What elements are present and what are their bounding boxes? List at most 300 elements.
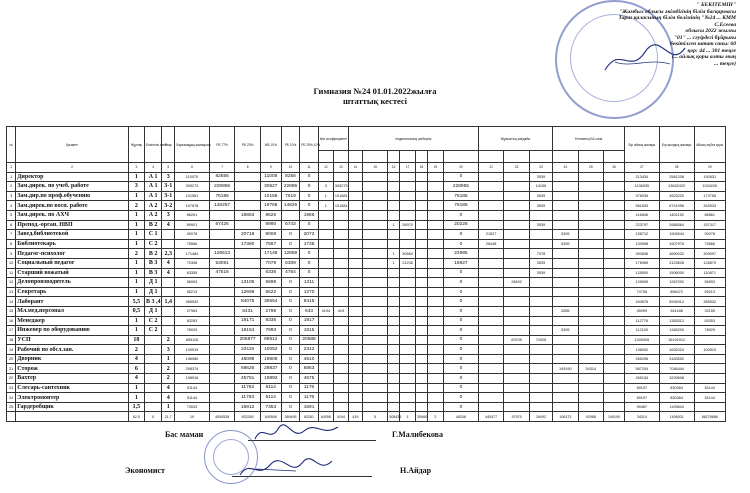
- table-cell: 0: [281, 230, 300, 240]
- table-cell: 1815: [300, 326, 319, 336]
- table-cell: 3: [128, 182, 144, 192]
- position-name: Директор: [16, 172, 128, 182]
- table-cell: [578, 326, 604, 336]
- table-cell: [348, 335, 362, 345]
- staff-schedule-table: [6, 126, 726, 422]
- table-cell: 2796: [260, 306, 281, 316]
- table-cell: 8626: [260, 210, 281, 220]
- col-header: Айлық еңбек қоры: [694, 127, 725, 163]
- table-cell: В 3: [144, 258, 161, 268]
- table-cell: [478, 249, 504, 259]
- position-name: Гардеробщик: [16, 402, 128, 412]
- table-cell: [416, 335, 428, 345]
- total-cell: 83261: [300, 412, 319, 422]
- table-cell: 89901: [175, 220, 210, 230]
- table-cell: 494576: [624, 297, 659, 307]
- table-cell: [318, 239, 333, 249]
- table-cell: А 1: [144, 182, 161, 192]
- col-number: 22: [504, 163, 530, 173]
- table-cell: 4: [162, 258, 175, 268]
- table-cell: 1: [128, 268, 144, 278]
- table-cell: [478, 191, 504, 201]
- table-cell: [388, 172, 400, 182]
- col-number: 20: [443, 163, 478, 173]
- table-cell: 73533: [175, 402, 210, 412]
- table-cell: 1136035: [624, 182, 659, 192]
- table-cell: [504, 287, 530, 297]
- table-cell: [427, 354, 443, 364]
- table-cell: [362, 383, 388, 393]
- position-name: Сторож: [16, 364, 128, 374]
- table-cell: [209, 374, 235, 384]
- table-cell: 365532: [175, 297, 210, 307]
- table-cell: В 3 ,4: [145, 298, 161, 305]
- table-cell: 51144: [175, 393, 210, 403]
- table-cell: 25: [7, 402, 16, 412]
- table-cell: [318, 258, 333, 268]
- table-cell: [235, 258, 261, 268]
- table-cell: [578, 182, 604, 192]
- table-row: [7, 230, 726, 240]
- table-cell: [604, 201, 625, 211]
- table-cell: [416, 374, 428, 384]
- table-row: [7, 268, 726, 278]
- table-cell: 0: [443, 316, 478, 326]
- table-cell: 20588: [300, 335, 319, 345]
- table-cell: 0: [443, 383, 478, 393]
- table-cell: 5698: [260, 278, 281, 288]
- table-cell: [416, 297, 428, 307]
- table-row: [7, 239, 726, 249]
- sub-header: [416, 151, 428, 163]
- position-name: Социальный педагог: [16, 258, 128, 268]
- table-cell: [362, 278, 388, 288]
- table-cell: 4: [162, 393, 175, 403]
- document-subtitle: штаттық кестесі: [342, 96, 407, 106]
- table-cell: 265296: [624, 354, 659, 364]
- table-cell: [604, 316, 625, 326]
- table-cell: 112776: [624, 316, 659, 326]
- table-cell: 2: [128, 345, 144, 355]
- table-cell: 390836: [624, 249, 659, 259]
- table-cell: [333, 239, 348, 249]
- table-cell: [348, 210, 362, 220]
- table-cell: 23: [7, 383, 16, 393]
- total-cell: 149190: [604, 412, 625, 422]
- table-cell: 0: [443, 364, 478, 374]
- table-cell: [578, 172, 604, 182]
- table-cell: 587204: [624, 364, 659, 374]
- total-cell: 19: [175, 412, 210, 422]
- table-cell: [604, 182, 625, 192]
- table-cell: [209, 326, 235, 336]
- table-cell: 1: [388, 220, 400, 230]
- table-cell: 3539: [529, 172, 552, 182]
- total-cell: 88276686: [694, 412, 725, 422]
- table-cell: 7079: [260, 258, 281, 268]
- total-cell: 5: [362, 412, 388, 422]
- table-cell: [209, 239, 235, 249]
- position-name: Рабочий по обсл.зан.: [16, 345, 128, 355]
- col-number: 12: [318, 163, 333, 173]
- table-cell: [478, 258, 504, 268]
- table-cell: [529, 239, 552, 249]
- col-number: 6: [175, 163, 210, 173]
- table-cell: 0: [281, 393, 300, 403]
- total-cell: 62,5: [128, 412, 144, 422]
- table-cell: 205877: [235, 335, 261, 345]
- table-row: [7, 393, 726, 403]
- table-cell: 0: [281, 326, 300, 336]
- table-cell: [427, 402, 443, 412]
- table-cell: [348, 345, 362, 355]
- table-cell: [604, 210, 625, 220]
- table-cell: [388, 316, 400, 326]
- table-cell: [209, 230, 235, 240]
- table-cell: 1: [128, 258, 144, 268]
- table-cell: Д 1: [144, 287, 161, 297]
- table-cell: 309097: [694, 249, 725, 259]
- table-cell: [578, 297, 604, 307]
- table-cell: 0: [443, 172, 478, 182]
- table-cell: 6743: [281, 220, 300, 230]
- table-cell: 4754: [281, 268, 300, 278]
- col-header: Біліктілік сана: [144, 127, 161, 163]
- table-cell: [478, 383, 504, 393]
- table-cell: 3-1: [162, 182, 175, 192]
- table-cell: 1034226: [694, 182, 725, 192]
- table-cell: [578, 249, 604, 259]
- table-cell: [478, 287, 504, 297]
- table-cell: [209, 210, 235, 220]
- table-cell: А 1: [144, 172, 161, 182]
- table-cell: [478, 364, 504, 374]
- table-row: [7, 345, 726, 355]
- table-cell: [529, 345, 552, 355]
- table-cell: 1: [318, 191, 333, 201]
- table-cell: [399, 182, 415, 192]
- table-cell: [388, 239, 400, 249]
- table-cell: [694, 364, 725, 374]
- table-cell: 133998: [624, 239, 659, 249]
- table-cell: 14: [7, 297, 16, 307]
- table-cell: [553, 249, 579, 259]
- table-cell: 4: [162, 220, 175, 230]
- table-cell: 19768: [260, 201, 281, 211]
- table-cell: [235, 249, 261, 259]
- table-cell: 1: [162, 402, 175, 412]
- table-cell: [162, 306, 175, 316]
- table-cell: [388, 210, 400, 220]
- sub-header: [362, 151, 388, 163]
- table-cell: [318, 287, 333, 297]
- table-cell: [318, 345, 333, 355]
- table-cell: 78929: [694, 326, 725, 336]
- table-cell: 22995: [443, 249, 478, 259]
- table-cell: 1738: [300, 239, 319, 249]
- table-cell: [604, 287, 625, 297]
- table-cell: 2: [7, 182, 16, 192]
- table-cell: [478, 402, 504, 412]
- table-cell: 148257: [209, 201, 235, 211]
- table-cell: [578, 335, 604, 345]
- approval-line: "01" ... сәуірдегі бұйрығы: [673, 34, 736, 41]
- table-cell: [504, 230, 530, 240]
- table-cell: 1353312: [659, 316, 694, 326]
- table-cell: 0: [443, 402, 478, 412]
- table-cell: 18: [7, 335, 16, 345]
- table-cell: [578, 220, 604, 230]
- table-cell: [604, 239, 625, 249]
- table-cell: 2655: [553, 306, 579, 316]
- table-cell: [209, 316, 235, 326]
- col-number: 16: [388, 163, 400, 173]
- col-number: 13: [333, 163, 348, 173]
- table-cell: [362, 249, 388, 259]
- total-cell: 28492: [529, 412, 552, 422]
- table-cell: [362, 345, 388, 355]
- table-cell: 0: [443, 287, 478, 297]
- table-cell: [427, 172, 443, 182]
- table-cell: [553, 268, 579, 278]
- table-cell: [416, 345, 428, 355]
- table-cell: [553, 210, 579, 220]
- table-cell: [235, 182, 261, 192]
- table-cell: 20228: [443, 220, 478, 230]
- table-cell: 55213: [694, 287, 725, 297]
- approval-line: бекітілген штат саны: 60: [669, 41, 736, 47]
- table-cell: 128613: [209, 249, 235, 259]
- table-cell: 13: [7, 287, 16, 297]
- table-cell: 1270: [300, 287, 319, 297]
- table-cell: [578, 402, 604, 412]
- table-cell: 1904544: [659, 230, 694, 240]
- table-cell: 0: [281, 364, 300, 374]
- table-cell: 51144: [694, 383, 725, 393]
- position-name: Библиотекарь: [16, 239, 128, 249]
- table-cell: 0: [281, 316, 300, 326]
- table-cell: [504, 402, 530, 412]
- table-cell: [504, 191, 530, 201]
- table-cell: 1: [128, 191, 144, 201]
- table-cell: 45099: [624, 306, 659, 316]
- table-cell: 26448: [478, 239, 504, 249]
- total-cell: 508435: [388, 412, 400, 422]
- table-cell: 29837: [260, 364, 281, 374]
- sub-header: [443, 151, 478, 163]
- table-cell: [388, 326, 400, 336]
- table-cell: [399, 335, 415, 345]
- table-cell: [553, 220, 579, 230]
- table-cell: А 2: [144, 201, 161, 211]
- table-cell: [362, 210, 388, 220]
- sub-header: [553, 151, 579, 163]
- table-cell: [333, 393, 348, 403]
- table-cell: [416, 210, 428, 220]
- table-cell: [553, 297, 579, 307]
- table-cell: [416, 172, 428, 182]
- table-cell: 99487: [624, 402, 659, 412]
- table-cell: [388, 383, 400, 393]
- table-row: [7, 249, 726, 259]
- table-cell: 125500: [624, 268, 659, 278]
- position-name: Электромонтер: [16, 393, 128, 403]
- table-cell: [318, 297, 333, 307]
- table-cell: [604, 326, 625, 336]
- table-cell: 1,4: [162, 297, 175, 307]
- table-cell: 1176: [300, 383, 319, 393]
- table-cell: 0: [300, 191, 319, 201]
- total-cell: 4054538: [209, 412, 235, 422]
- table-cell: [478, 374, 504, 384]
- table-cell: [504, 268, 530, 278]
- table-cell: [427, 297, 443, 307]
- table-cell: [578, 374, 604, 384]
- table-cell: [399, 201, 415, 211]
- table-cell: [399, 316, 415, 326]
- table-cell: [427, 258, 443, 268]
- table-cell: [348, 220, 362, 230]
- col-header: ЖБ 10%: [260, 127, 281, 163]
- table-cell: 1,5: [128, 402, 144, 412]
- table-cell: 90078: [694, 230, 725, 240]
- table-cell: [348, 316, 362, 326]
- table-cell: [529, 354, 552, 364]
- table-cell: 21236: [399, 258, 415, 268]
- table-cell: 16191912: [659, 335, 694, 345]
- table-cell: [529, 210, 552, 220]
- table-cell: 18: [128, 335, 144, 345]
- table-cell: 1: [128, 172, 144, 182]
- position-name: Препод.-орган. НВП: [16, 220, 128, 230]
- table-cell: 643: [300, 306, 319, 316]
- econ-role: Экономист: [125, 466, 165, 475]
- table-cell: 0: [300, 201, 319, 211]
- table-cell: 419: [333, 306, 348, 316]
- table-cell: [388, 364, 400, 374]
- table-cell: 6431: [235, 306, 261, 316]
- table-cell: [362, 364, 388, 374]
- table-cell: [362, 191, 388, 201]
- table-cell: [604, 297, 625, 307]
- table-row: [7, 210, 726, 220]
- table-cell: [427, 210, 443, 220]
- approval-line: қор: 44 ... 301 теңге: [687, 47, 736, 54]
- table-cell: 0,5: [128, 306, 144, 316]
- table-cell: 101581: [175, 191, 210, 201]
- table-cell: 0: [443, 326, 478, 336]
- table-cell: [694, 354, 725, 364]
- table-cell: [388, 182, 400, 192]
- head-signature: [252, 421, 342, 445]
- table-cell: 9: [7, 249, 16, 259]
- table-cell: [504, 258, 530, 268]
- sub-header: [399, 151, 415, 163]
- table-cell: 0: [281, 402, 300, 412]
- col-group-header: педагогикалық шеберлік: [348, 127, 478, 151]
- table-cell: 9008: [260, 230, 281, 240]
- table-cell: 18154: [235, 326, 261, 336]
- table-cell: 75566: [175, 239, 210, 249]
- table-cell: 20: [7, 354, 16, 364]
- table-cell: [388, 345, 400, 355]
- table-cell: [362, 258, 388, 268]
- table-cell: 56993: [175, 278, 210, 288]
- table-cell: [348, 239, 362, 249]
- table-cell: [281, 210, 300, 220]
- table-cell: 1: [128, 287, 144, 297]
- table-cell: [399, 287, 415, 297]
- table-cell: 67426: [209, 220, 235, 230]
- table-cell: 0: [443, 374, 478, 384]
- table-cell: [427, 393, 443, 403]
- table-cell: 13106: [235, 278, 261, 288]
- table-cell: 0: [281, 354, 300, 364]
- position-name: Менеджер: [16, 316, 128, 326]
- table-cell: [553, 278, 579, 288]
- total-cell: 1: [399, 412, 415, 422]
- table-cell: 2: [162, 364, 175, 374]
- table-cell: 47516: [209, 268, 235, 278]
- table-cell: 78029: [175, 326, 210, 336]
- table-cell: 21: [7, 364, 16, 374]
- table-cell: [416, 239, 428, 249]
- table-cell: [333, 335, 348, 345]
- table-cell: 51144: [694, 393, 725, 403]
- table-cell: [504, 316, 530, 326]
- table-cell: [478, 335, 504, 345]
- table-cell: [388, 201, 400, 211]
- table-cell: [362, 306, 388, 316]
- table-cell: [604, 306, 625, 316]
- table-cell: [416, 364, 428, 374]
- table-cell: [333, 345, 348, 355]
- table-cell: [162, 230, 175, 240]
- table-cell: [578, 354, 604, 364]
- table-cell: [504, 249, 530, 259]
- table-cell: 63705: [504, 335, 530, 345]
- table-row: [7, 335, 726, 345]
- table-row: [7, 364, 726, 374]
- table-cell: 343933: [694, 201, 725, 211]
- table-cell: [427, 345, 443, 355]
- table-cell: 173765: [694, 191, 725, 201]
- table-cell: 5114: [260, 393, 281, 403]
- table-cell: 0: [443, 354, 478, 364]
- table-cell: [604, 335, 625, 345]
- table-cell: [144, 374, 161, 384]
- table-cell: [209, 297, 235, 307]
- col-number: 4: [144, 163, 161, 173]
- table-cell: 86561: [694, 210, 725, 220]
- table-cell: [388, 191, 400, 201]
- table-cell: [427, 220, 443, 230]
- table-cell: 4194: [318, 306, 333, 316]
- sub-header: [604, 151, 625, 163]
- table-cell: 0: [300, 249, 319, 259]
- table-cell: [578, 191, 604, 201]
- table-cell: [318, 364, 333, 374]
- table-cell: [348, 364, 362, 374]
- table-cell: [362, 402, 388, 412]
- table-cell: [318, 374, 333, 384]
- table-cell: [604, 172, 625, 182]
- table-cell: 4: [7, 201, 16, 211]
- position-name: Зам.дирек. по учеб. работе: [16, 182, 128, 192]
- table-cell: 1986: [300, 210, 319, 220]
- position-name: Старший вожатый: [16, 268, 128, 278]
- table-cell: 830364: [659, 383, 694, 393]
